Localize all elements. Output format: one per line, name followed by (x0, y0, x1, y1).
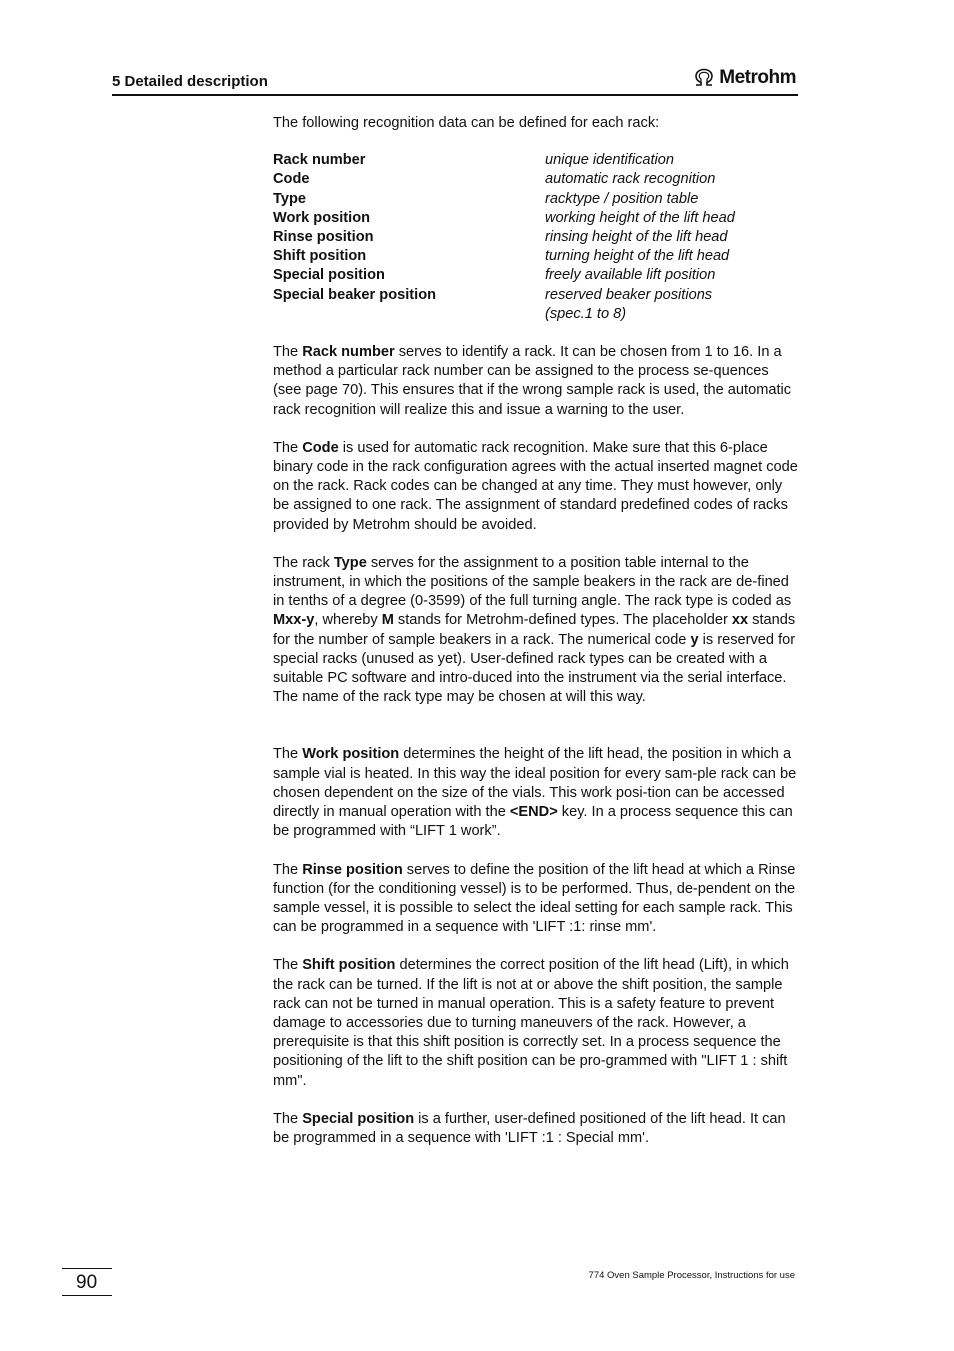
definition-description: freely available lift position (545, 267, 716, 284)
definition-description: rinsing height of the lift head (545, 229, 728, 246)
definition-row (273, 305, 735, 324)
bold-term: xx (731, 612, 749, 629)
paragraph-text: The (273, 861, 303, 878)
definition-term: Special position (273, 267, 385, 284)
paragraph-text: determines the height of the lift head, the position in which a sample vial is heated. In this way the ideal position for every sam-ple rack can be chosen dependent on the size of the vials. This work posi-tion can be accessed directly in manual operation with the (273, 746, 797, 821)
bold-term: Rinse position (302, 861, 403, 878)
bold-term: Type (333, 554, 367, 571)
definition-row (273, 151, 735, 170)
paragraph-text: The (273, 439, 303, 456)
paragraph-text: is used for automatic rack recognition. Make sure that this 6-place binary code in the rack configuration agrees with the actual inserted magnet code on the rack. Rack codes can be changed at any time. They must however, only be assigned to one rack. The assignment of standard predefined codes of racks provided by Metrohm should be avoided. (273, 439, 798, 533)
definition-term: Shift position (273, 248, 367, 265)
definition-row (273, 228, 735, 247)
bold-term: y (690, 631, 699, 648)
paragraph-text: serves for the assignment to a position table internal to the instrument, in which the positions of the sample beakers in the rack are de-fined in tenths of a degree (0-3599) of the full turning angle. The rack type is coded as (273, 554, 792, 610)
paragraph-text: serves to identify a rack. It can be chosen from 1 to 16. In a method a particular rack number can be assigned to the process se-quences (see page 70). This ensures that if the wrong sample rack is used, the automatic rack recognition will realize this and issue a warning to the user. (273, 344, 792, 418)
definition-row (273, 266, 735, 285)
definition-term: Rinse position (273, 229, 374, 246)
paragraph-text: key. In a process sequence this can be programmed with “LIFT 1 work”. (273, 804, 793, 840)
definition-description: turning height of the lift head (545, 248, 730, 265)
paragraph-text: is a further, user-defined positioned of the lift head. It can be programmed in a sequence with 'LIFT :1 : Special mm'. (273, 1110, 786, 1146)
paragraph-text: The (273, 344, 303, 361)
definition-description: unique identification (545, 152, 675, 169)
paragraph-text: determines the correct position of the lift head (Lift), in which the rack can be turned. If the lift is not at or above the shift position, the sample rack can not be turned in manual operation. This is a safety feature to prevent damage to accessories due to turning maneuvers of the rack. However, a prerequisite is that this shift position is correctly set. In a process sequence the positioning of the lift to the shift position can be pro-grammed with "LIFT 1 : shift mm". (273, 957, 789, 1089)
page-number-box (62, 1268, 112, 1296)
page-number: 90 (76, 1272, 98, 1293)
metrohm-omega-icon (692, 68, 716, 88)
definition-description: reserved beaker positions (545, 286, 713, 303)
definition-description: racktype / position table (545, 190, 699, 207)
paragraph-text: The (273, 957, 303, 974)
definition-row (273, 286, 735, 305)
metrohm-logo (692, 67, 796, 89)
intro-text: The following recognition data can be defined for each rack: (273, 115, 660, 131)
description-paragraphs (273, 343, 798, 1148)
definition-term: Special beaker position (273, 286, 437, 303)
definition-description: working height of the lift head (545, 209, 735, 226)
definition-term: Rack number (273, 152, 366, 169)
paragraph-text: stands for the number of sample beakers in a rack. The numerical code (273, 612, 796, 648)
bold-term: Mxx-y (273, 612, 315, 629)
section-title: 5 Detailed description (112, 73, 268, 90)
bold-term: Rack number (302, 344, 395, 361)
main-content (273, 114, 798, 1167)
paragraph-text: , whereby (314, 612, 382, 629)
paragraph-text: The rack (273, 554, 334, 571)
body-paragraph (273, 554, 798, 708)
bold-term: M (381, 612, 394, 629)
definition-term: Type (273, 190, 306, 207)
paragraph-text: The (273, 746, 303, 763)
definition-row (273, 247, 735, 266)
bold-term: <END> (509, 804, 558, 821)
definition-term: Work position (273, 209, 371, 226)
definition-table (273, 151, 735, 324)
definition-row (273, 190, 735, 209)
bold-term: Special position (302, 1110, 415, 1127)
definition-description: (spec.1 to 8) (545, 305, 627, 322)
definition-description: automatic rack recognition (545, 171, 716, 188)
body-paragraph (273, 1110, 798, 1148)
bold-term: Code (302, 439, 339, 456)
paragraph-text: serves to define the position of the lift head at which a Rinse function (for the conditioning vessel) is to be performed. Thus, de-pendent on the sample vessel, it is possible to select the ideal setting for each sample rack. This can be programmed in a sequence with 'LIFT :1: rinse mm'. (273, 861, 796, 936)
body-paragraph (273, 956, 798, 1090)
body-paragraph (273, 745, 798, 841)
body-paragraph (273, 861, 798, 938)
paragraph-text: The (273, 1110, 303, 1127)
definition-term: Code (273, 171, 310, 188)
bold-term: Shift position (302, 957, 396, 974)
paragraph-text: stands for Metrohm-defined types. The placeholder (393, 612, 732, 629)
paragraph-text: is reserved for special racks (unused as yet). User-defined rack types can be created with a suitable PC software and intro-duced into the instrument via the serial interface. The name of the rack type may be chosen at will this way. (273, 631, 796, 706)
page-header (112, 67, 798, 96)
logo-text: Metrohm (719, 67, 796, 88)
definition-row (273, 209, 735, 228)
bold-term: Work position (302, 746, 400, 763)
definition-row (273, 170, 735, 189)
body-paragraph (273, 343, 798, 420)
body-paragraph (273, 439, 798, 535)
definition-term (273, 305, 545, 324)
document-title: 774 Oven Sample Processor, Instructions for use (588, 1270, 795, 1281)
